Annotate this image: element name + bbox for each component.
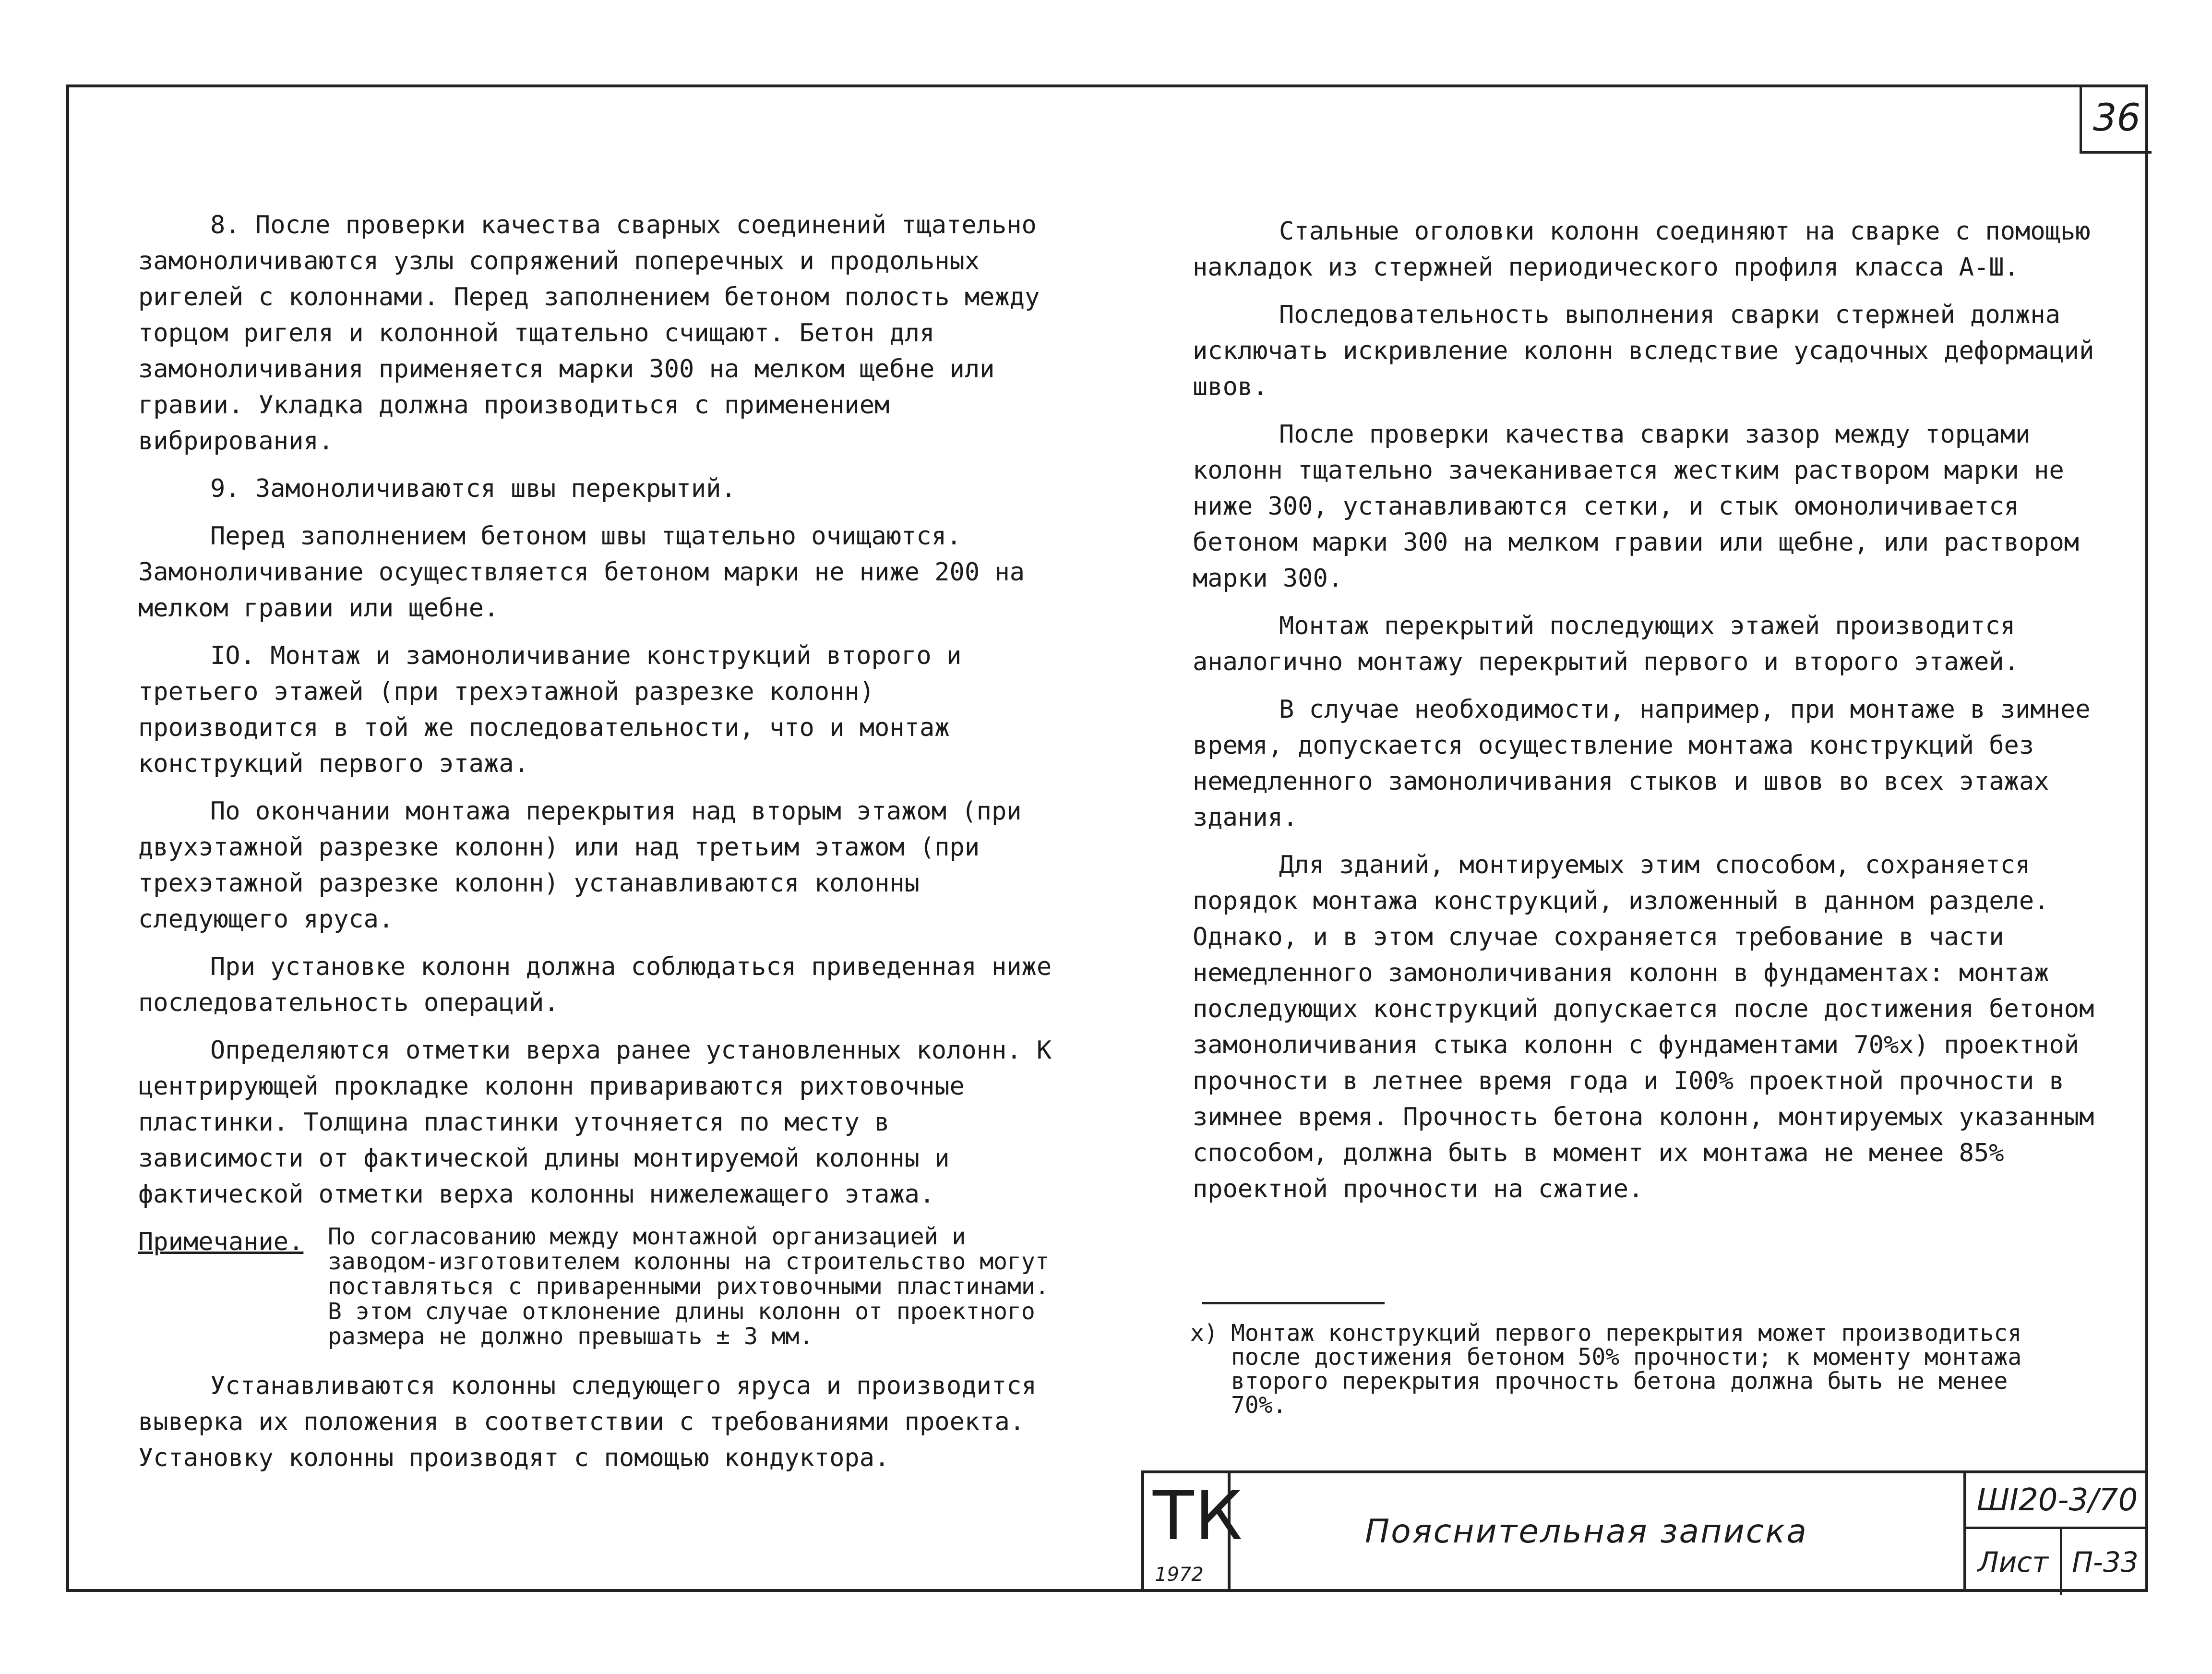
- paragraph: Стальные оголовки колонн соединяют на сварке с помощью накладок из стержней периодического профиля класса А-Ш.: [1193, 217, 2091, 282]
- title-block: [1141, 1470, 2148, 1592]
- document-title: Пояснительная записка: [1365, 1513, 1808, 1551]
- note: [138, 1224, 1057, 1349]
- paragraph: По окончании монтажа перекрытия над вторым этажом (при двухэтажной разрезке колонн) или над третьим этажом (при трехэтажной разрезке колонн) устанавливаются колонны следующего яруса.: [138, 797, 1022, 934]
- paragraph: 8. После проверки качества сварных соединений тщательно замоноличиваются узлы сопряжений поперечных и продольных ригелей с колоннами. Перед заполнением бетоном полость между торцом ригеля и колонной тщательно счищают. Бетон для замоноличивания применяется марки 300 на мелком щебне или гравии. Укладка должна производиться с применением вибрирования.: [138, 211, 1040, 456]
- paragraph: Для зданий, монтируемых этим способом, сохраняется порядок монтажа конструкций, изложенный в данном разделе. Однако, и в этом случае сохраняется требование в части немедленного замоноличивания колонн в фундаментах: монтаж последующих конструкций допускается после достижения бетоном замоноличивания стыка колонн с фундаментами 70%х) проектной прочности в летнее время года и I00% проектной прочности в зимнее время. Прочность бетона колонн, монтируемых указанным способом, должна быть в момент их монтажа не менее 85% проектной прочности на сжатие.: [1193, 851, 2094, 1204]
- title-block-right: [1963, 1473, 2148, 1592]
- note-label: Примечание.: [138, 1228, 304, 1256]
- organization-cell: [1144, 1473, 1244, 1592]
- left-column: [138, 207, 1057, 1488]
- paragraph: В случае необходимости, например, при монтаже в зимнее время, допускается осуществление монтажа конструкций без немедленного замоноличивания стыков и швов во всех этажах здания.: [1193, 695, 2091, 832]
- right-column: [1193, 214, 2107, 1219]
- sheet-number: П-33: [2072, 1545, 2139, 1578]
- paragraph: После проверки качества сварки зазор между торцами колонн тщательно зачеканивается жестким раствором марки не ниже 300, устанавливаются сетки, и стык омоноличивается бетоном марки 300 на мелком гравии или щебне, или раствором марки 300.: [1193, 420, 2080, 593]
- organization-logo: ТК: [1153, 1477, 1244, 1555]
- page-number: 36: [2080, 84, 2152, 154]
- paragraph: Последовательность выполнения сварки стержней должна исключать искривление колонн вследствие усадочных деформаций швов.: [1193, 301, 2094, 401]
- footnote-mark: х): [1190, 1320, 1218, 1347]
- paragraph: Перед заполнением бетоном швы тщательно очищаются. Замоноличивание осуществляется бетоном марки не ниже 200 на мелком гравии или щебне.: [138, 522, 1025, 623]
- organization-year: 1972: [1155, 1564, 1204, 1586]
- paragraph: Устанавливаются колонны следующего яруса и производится выверка их положения в соответствии с требованиями проекта. Установку колонны производят с помощью кондуктора.: [138, 1372, 1037, 1472]
- footnote-rule: [1202, 1302, 1385, 1304]
- document-code: ШI20-3/70: [1966, 1473, 2148, 1529]
- paragraph: Определяются отметки верха ранее установленных колонн. К центрирующей прокладке колонн привариваются рихтовочные пластинки. Толщина пластинки уточняется по месту в зависимости от фактической длины монтируемой колонны и фактической отметки верха колонны нижележащего этажа.: [138, 1036, 1052, 1209]
- paragraph: При установке колонн должна соблюдаться приведенная ниже последовательность операций.: [138, 952, 1052, 1017]
- paragraph: 9. Замоноличиваются швы перекрытий.: [210, 474, 736, 503]
- footnote: [1190, 1321, 2054, 1417]
- footnote-text: Монтаж конструкций первого перекрытия может производиться после достижения бетоном 50% прочности; к моменту монтажа второго перекрытия прочность бетона должна быть не менее 70%.: [1231, 1320, 2022, 1419]
- paragraph: Монтаж перекрытий последующих этажей производится аналогично монтажу перекрытий первого и второго этажей.: [1193, 612, 2019, 676]
- note-text: По согласованию между монтажной организацией и заводом-изготовителем колонны на строительство могут поставляться с приваренными рихтовочными пластинами. В этом случае отклонение длины колонн от проектного размера не должно превышать ± 3 мм.: [328, 1223, 1049, 1350]
- sheet-label: Лист: [1966, 1529, 2062, 1595]
- paragraph: IO. Монтаж и замоноличивание конструкций второго и третьего этажей (при трехэтажной разрезке колонн) производится в той же последовательности, что и монтаж конструкций первого этажа.: [138, 641, 962, 778]
